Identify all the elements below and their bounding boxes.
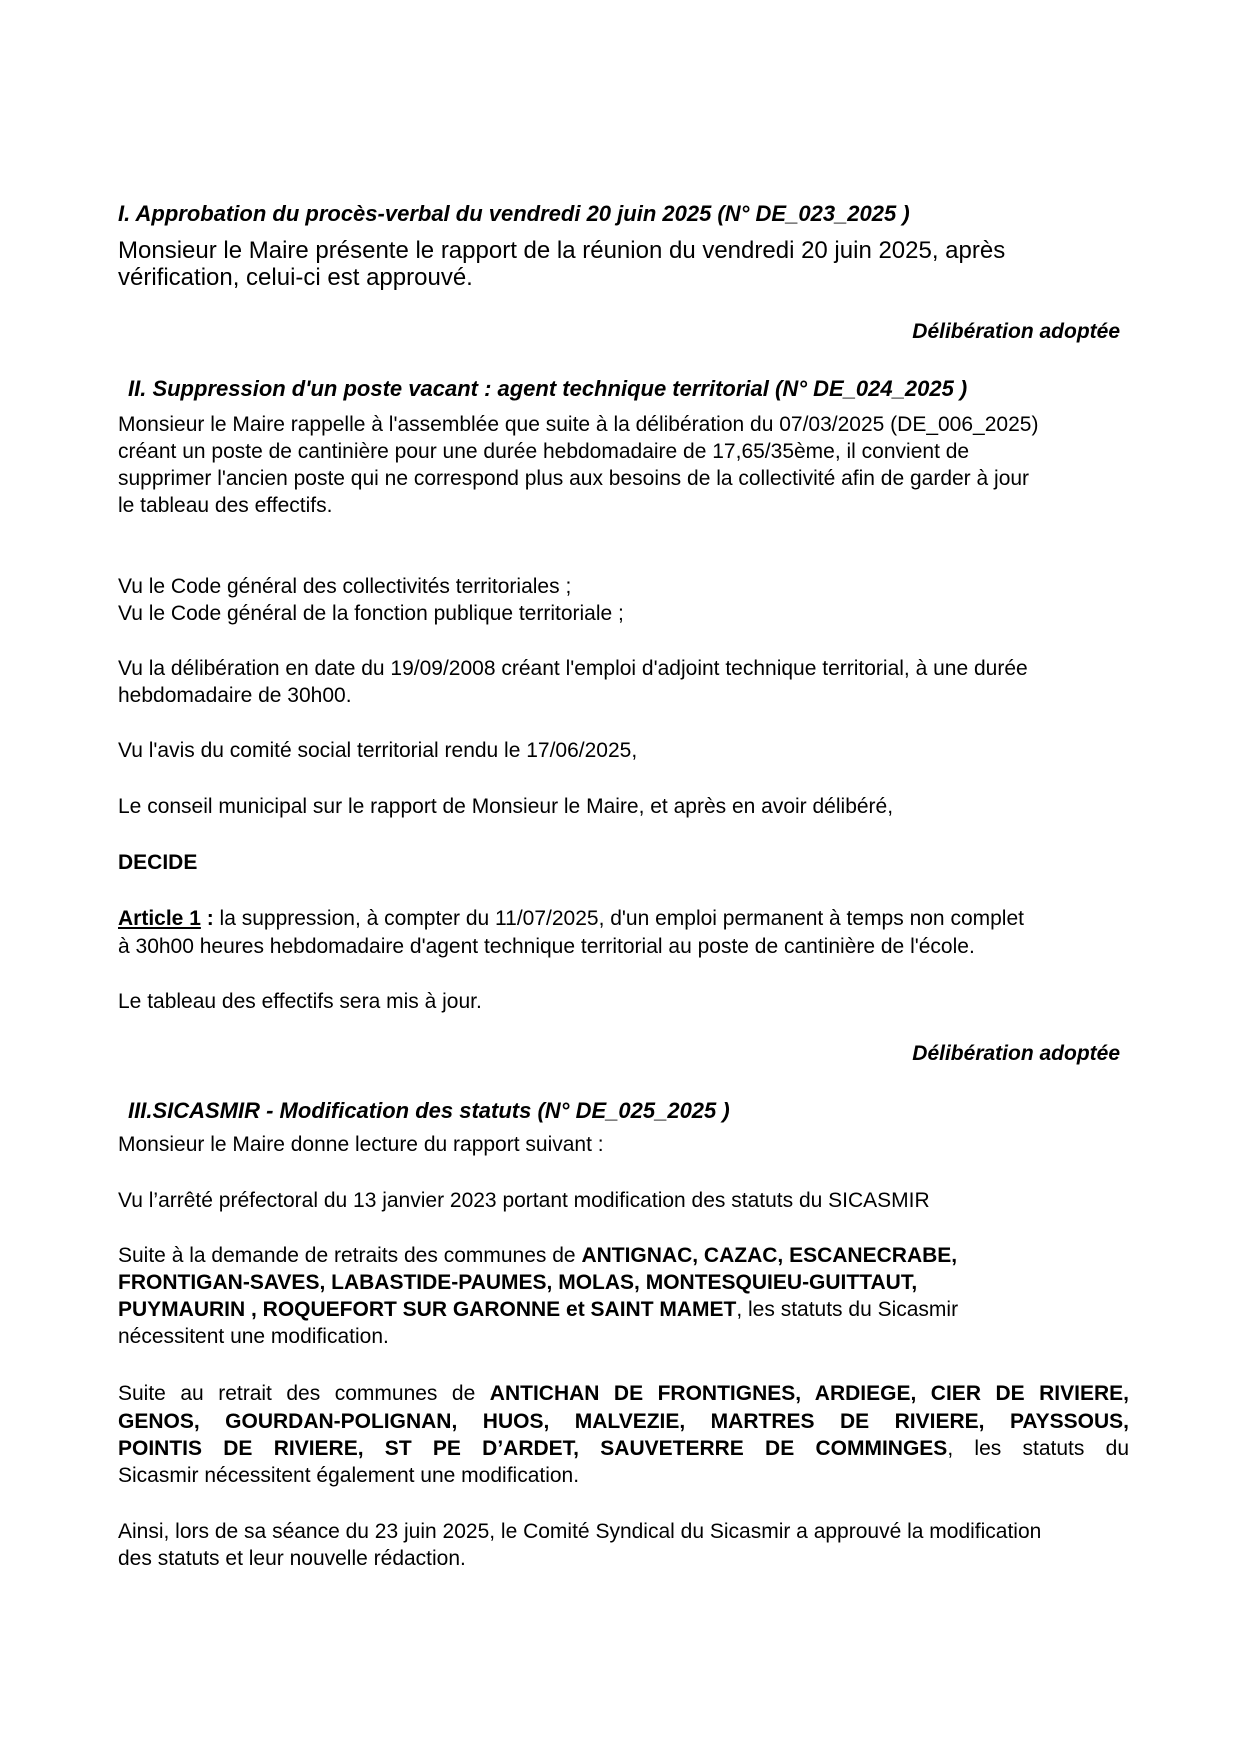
- retraits-line-4: nécessitent une modification.: [118, 1325, 389, 1348]
- article-1-line-2: à 30h00 heures hebdomadaire d'agent technique territorial au poste de cantinière de l'école.: [118, 935, 975, 958]
- section-2-result: Délibération adoptée: [912, 1042, 1120, 1065]
- retraits-line-3: [118, 1299, 958, 1320]
- retraits-line-1-text: Suite à la demande de retraits des communes de: [118, 1244, 582, 1267]
- retraits-line-2: FRONTIGAN-SAVES, LABASTIDE-PAUMES, MOLAS, MONTESQUIEU-GUITTAUT,: [118, 1271, 918, 1294]
- retrait-line-4: Sicasmir nécessitent également une modification.: [118, 1464, 580, 1487]
- section-1-text-line-2: vérification, celui-ci est approuvé.: [118, 264, 473, 291]
- article-1-colon: :: [200, 907, 214, 930]
- retraits-line-3-text: , les statuts du Sicasmir: [736, 1298, 959, 1321]
- vu-deliberation-line-2: hebdomadaire de 30h00.: [118, 684, 352, 707]
- retrait-communes-1: ANTICHAN DE FRONTIGNES, ARDIEGE, CIER DE RIVIERE,: [489, 1382, 1129, 1405]
- vu-arrete-prefectoral: Vu l’arrêté préfectoral du 13 janvier 2023 portant modification des statuts du SICASMIR: [118, 1189, 930, 1212]
- retrait-line-2: GENOS, GOURDAN-POLIGNAN, HUOS, MALVEZIE, MARTRES DE RIVIERE, PAYSSOUS,: [118, 1410, 1129, 1433]
- vu-code-collectivites: Vu le Code général des collectivités territoriales ;: [118, 575, 572, 598]
- section-3-heading: III.SICASMIR - Modification des statuts (N° DE_025_2025 ): [128, 1098, 730, 1123]
- section-2-intro-line-4: le tableau des effectifs.: [118, 494, 333, 517]
- vu-code-fonction-publique: Vu le Code général de la fonction publique territoriale ;: [118, 602, 624, 625]
- seance-line-2: des statuts et leur nouvelle rédaction.: [118, 1547, 466, 1570]
- retraits-communes-1: ANTIGNAC, CAZAC, ESCANECRABE,: [581, 1244, 958, 1267]
- vu-deliberation-line-1: Vu la délibération en date du 19/09/2008 créant l'emploi d'adjoint technique territorial, à une durée: [118, 657, 1028, 680]
- section-2-intro-line-2: créant un poste de cantinière pour une durée hebdomadaire de 17,65/35ème, il convient de: [118, 440, 970, 463]
- section-2-heading: II. Suppression d'un poste vacant : agent technique territorial (N° DE_024_2025 ): [128, 376, 968, 401]
- decide-label: DECIDE: [118, 851, 198, 874]
- article-1-label: Article 1: [118, 907, 201, 930]
- vu-avis: Vu l'avis du comité social territorial rendu le 17/06/2025,: [118, 739, 638, 762]
- article-1-text: la suppression, à compter du 11/07/2025, d'un emploi permanent à temps non complet: [213, 907, 1024, 930]
- section-1-result: Délibération adoptée: [912, 320, 1120, 343]
- retraits-line-1: [118, 1245, 957, 1266]
- retrait-line-3-text: , les statuts du: [947, 1437, 1130, 1460]
- conseil-statement: Le conseil municipal sur le rapport de Monsieur le Maire, et après en avoir délibéré,: [118, 795, 894, 818]
- retrait-line-3: [118, 1438, 1129, 1459]
- retrait-communes-3: POINTIS DE RIVIERE, ST PE D’ARDET, SAUVETERRE DE COMMINGES: [118, 1437, 948, 1460]
- section-2-intro-line-3: supprimer l'ancien poste qui ne correspond plus aux besoins de la collectivité afin de garder à jour: [118, 467, 1030, 490]
- seance-line-1: Ainsi, lors de sa séance du 23 juin 2025, le Comité Syndical du Sicasmir a approuvé la modification: [118, 1520, 1042, 1543]
- section-3-lecture: Monsieur le Maire donne lecture du rapport suivant :: [118, 1133, 604, 1156]
- article-1-line-1: [118, 908, 1024, 929]
- section-1-text-line-1: Monsieur le Maire présente le rapport de la réunion du vendredi 20 juin 2025, après: [118, 237, 1006, 264]
- retrait-line-1: [118, 1383, 1129, 1404]
- section-2-intro-line-1: Monsieur le Maire rappelle à l'assemblée que suite à la délibération du 07/03/2025 (DE_006_2025): [118, 413, 1039, 436]
- tableau-effectifs: Le tableau des effectifs sera mis à jour.: [118, 990, 482, 1013]
- section-1-heading: I. Approbation du procès-verbal du vendredi 20 juin 2025 (N° DE_023_2025 ): [118, 201, 910, 226]
- retrait-line-1-text: Suite au retrait des communes de: [118, 1382, 490, 1405]
- retraits-communes-3: PUYMAURIN , ROQUEFORT SUR GARONNE et SAINT MAMET: [118, 1298, 737, 1321]
